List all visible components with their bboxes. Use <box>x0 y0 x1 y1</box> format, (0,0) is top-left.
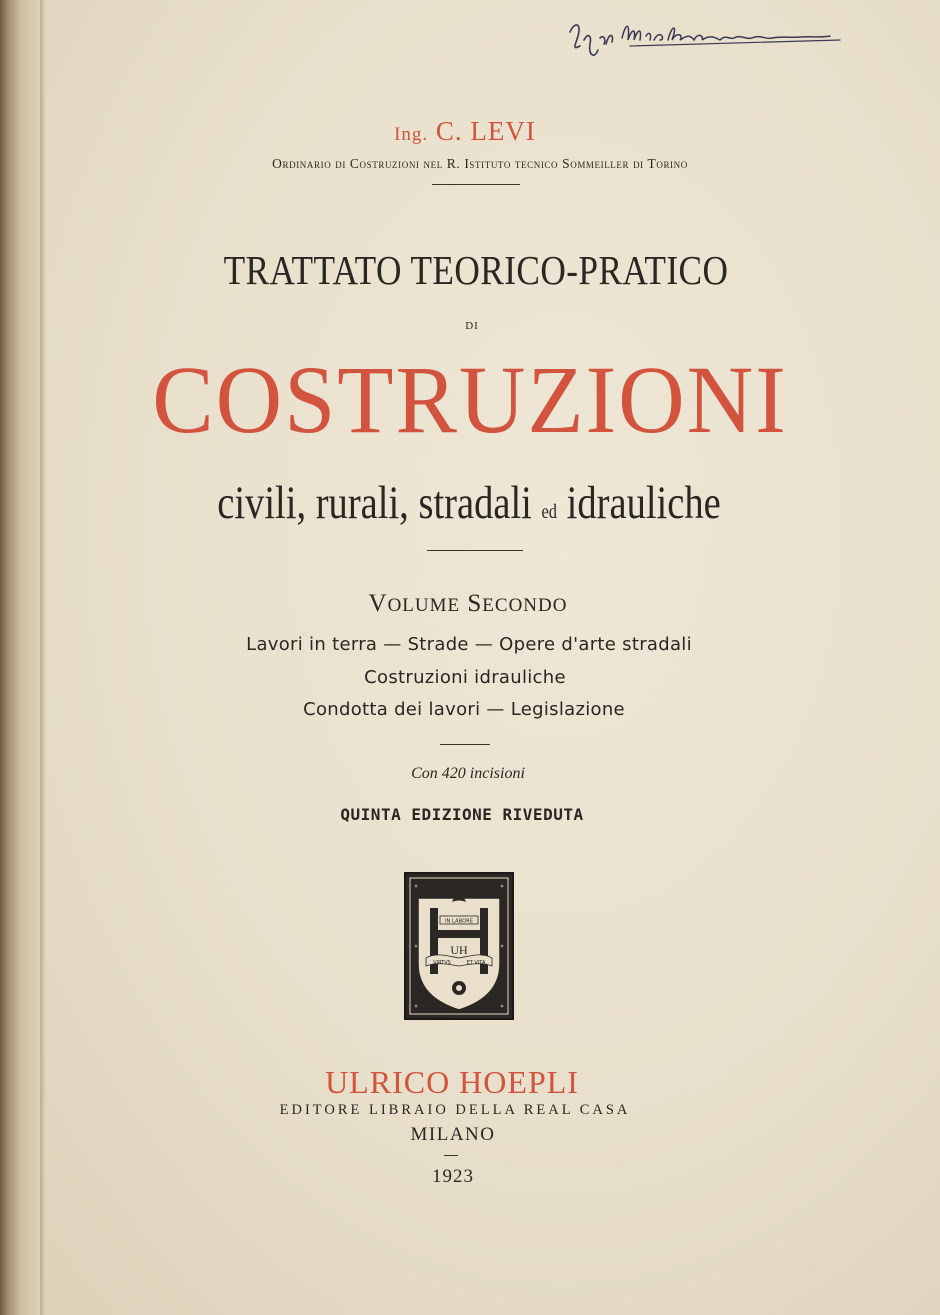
emblem-motto-left: VIRTVS <box>433 960 451 966</box>
rule-under-contents <box>440 744 490 745</box>
volume-word-2-rest: ECONDO <box>482 595 568 616</box>
volume-word-1-rest: OLUME <box>387 595 461 616</box>
volume-word-1-initial: V <box>368 590 388 617</box>
author-name: C. LEVI <box>435 116 536 146</box>
contents-line: Lavori in terra — Strade — Opere d'arte stradali <box>246 634 692 655</box>
subtitle-part-2: idrauliche <box>566 477 721 529</box>
rule-under-affiliation <box>432 184 520 185</box>
subtitle-connector: ed <box>541 501 558 523</box>
publication-year: 1923 <box>432 1166 474 1187</box>
author-line <box>0 116 935 147</box>
emblem-monogram: UH <box>450 943 468 957</box>
subtitle-part-1: civili, rurali, stradali <box>217 477 532 529</box>
volume-word-2-initial: S <box>467 590 483 617</box>
main-title: COSTRUZIONI <box>152 346 788 453</box>
publisher-emblem <box>404 872 514 1020</box>
publication-city: MILANO <box>410 1124 496 1145</box>
engravings-note: Con 420 incisioni <box>411 765 525 782</box>
publisher-description: EDITORE LIBRAIO DELLA REAL CASA <box>279 1102 631 1118</box>
author-prefix: Ing. <box>394 124 429 145</box>
subtitle <box>84 476 855 530</box>
treatise-heading: TRATTATO TEORICO-PRATICO <box>223 247 729 293</box>
contents-line: Costruzioni idrauliche <box>364 667 566 688</box>
rule-under-city <box>444 1155 458 1156</box>
publisher-name: ULRICO HOEPLI <box>325 1064 579 1100</box>
emblem-top-motto: IN LABORE <box>444 918 474 925</box>
author-affiliation: Ordinario di Costruzioni nel R. Istituto tecnico Sommeiller di Torino <box>272 156 688 171</box>
title-connector: DI <box>465 320 479 332</box>
emblem-motto-right: ET VITA <box>466 960 486 966</box>
contents-line: Condotta dei lavori — Legislazione <box>303 699 625 720</box>
edition-note: QUINTA EDIZIONE RIVEDUTA <box>340 805 584 824</box>
rule-under-subtitle <box>427 550 523 551</box>
handwritten-signature <box>560 10 860 70</box>
volume-heading <box>0 590 938 618</box>
